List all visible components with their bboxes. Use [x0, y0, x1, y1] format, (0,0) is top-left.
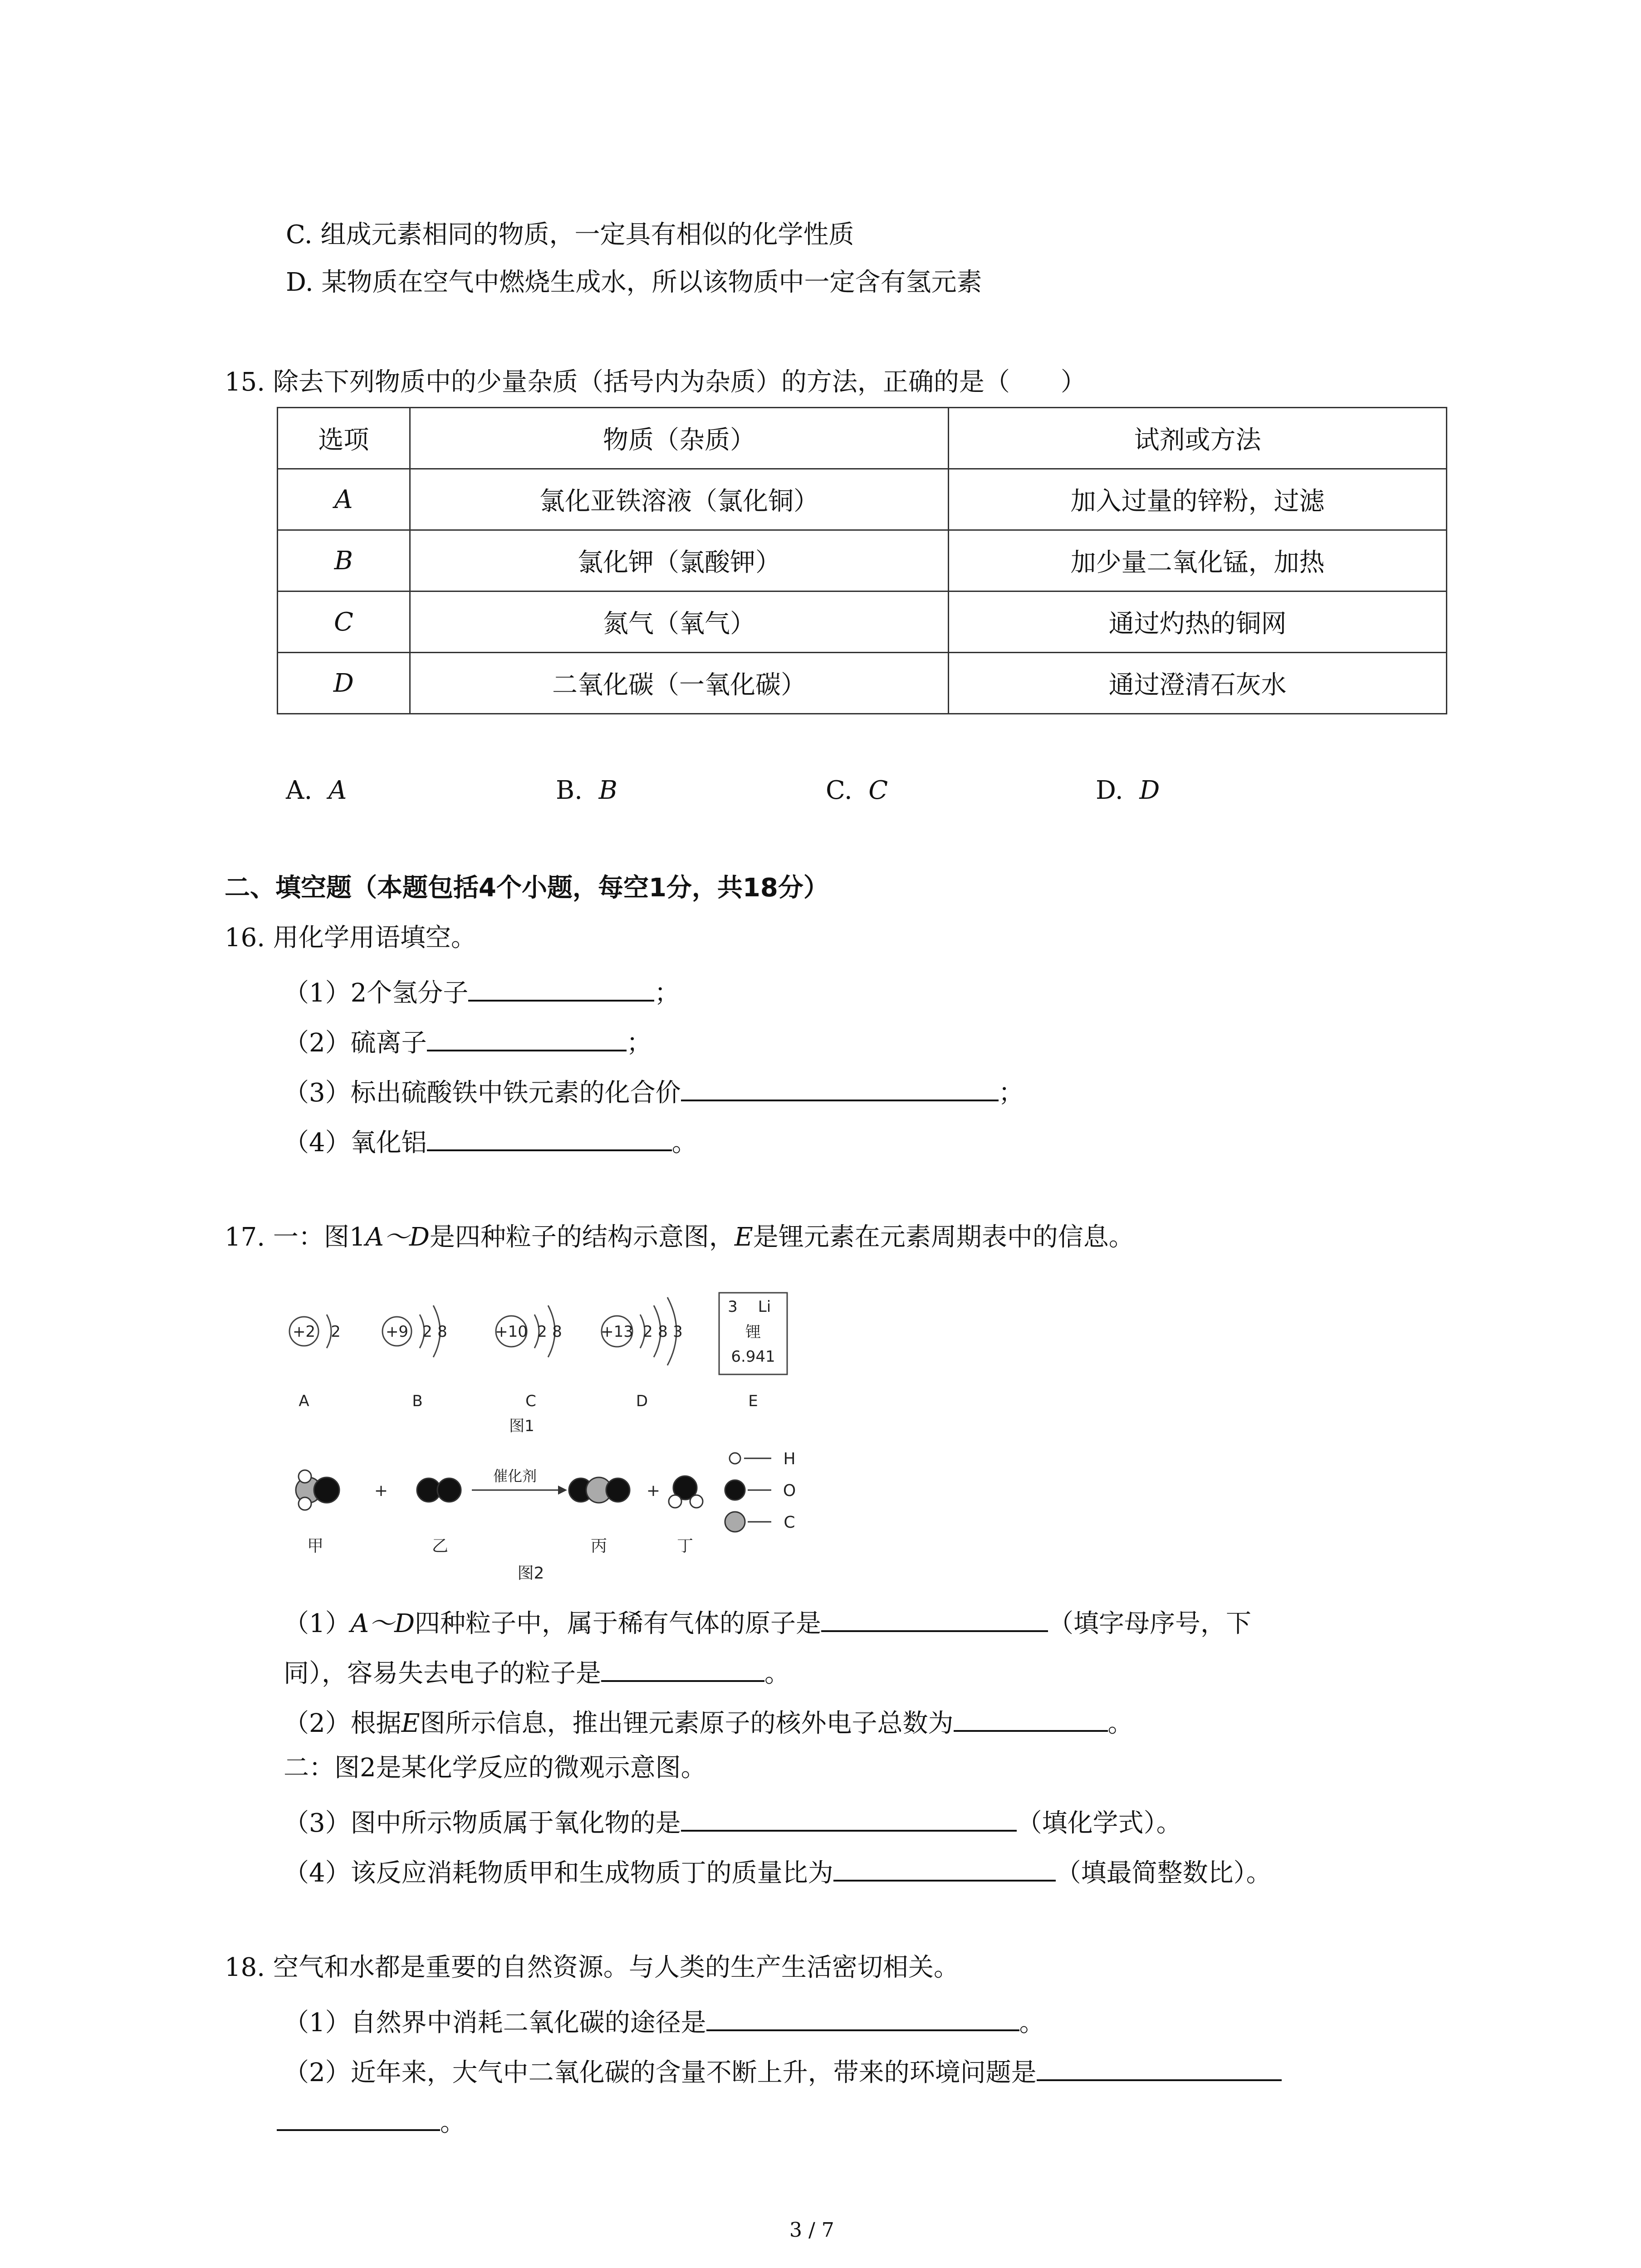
- q18-part-2: [284, 2055, 1282, 2086]
- legend-carbon: [725, 1512, 745, 1532]
- part-text: （2）根据: [284, 1709, 402, 1738]
- answer-blank[interactable]: [427, 1125, 672, 1151]
- answer-blank[interactable]: [1037, 2055, 1282, 2081]
- q16-item-1: [284, 975, 680, 1006]
- plus-sign: +: [374, 1481, 388, 1500]
- shell-count: 2: [537, 1323, 547, 1341]
- question-15-stem: 15. 除去下列物质中的少量杂质（括号内为杂质）的方法，正确的是（ ）: [225, 367, 1086, 397]
- table-header: 物质（杂质）: [410, 408, 948, 469]
- table-cell: 通过澄清石灰水: [949, 653, 1447, 714]
- answer-prefix: C.: [826, 776, 852, 805]
- part-text: 图所示信息，推出锂元素原子的核外电子总数为: [420, 1709, 954, 1738]
- legend-label: H: [783, 1450, 796, 1468]
- q16-item-2: [284, 1025, 652, 1056]
- oxygen-atom: [314, 1477, 339, 1503]
- part-text: （2）近年来，大气中二氧化碳的含量不断上升，带来的环境问题是: [284, 2058, 1037, 2087]
- nucleus-charge: +2: [292, 1323, 316, 1341]
- part-text: E: [401, 1709, 420, 1738]
- table-cell: 通过灼热的铜网: [949, 591, 1447, 653]
- plus-sign: +: [646, 1481, 661, 1500]
- stem-text: 17. 一：图1: [225, 1222, 366, 1252]
- table-header-row: [278, 408, 1447, 469]
- table-header: 选项: [278, 408, 410, 469]
- q17-part-two-intro: 二：图2是某化学反应的微观示意图。: [284, 1753, 706, 1783]
- part-text: 。: [764, 1659, 790, 1688]
- legend-label: C: [784, 1513, 795, 1532]
- question-17-stem: [225, 1222, 1134, 1252]
- part-text: （4）该反应消耗物质甲和生成物质丁的质量比为: [284, 1858, 833, 1888]
- shell-count: 8: [437, 1323, 447, 1341]
- table-row: [278, 653, 1447, 714]
- figure-particles: [268, 1275, 857, 1588]
- shell-count: 2: [422, 1323, 432, 1341]
- table-cell: C: [278, 591, 410, 653]
- page-number: 3 / 7: [789, 2219, 834, 2242]
- shell-count: 8: [552, 1323, 562, 1341]
- nucleus-charge: +9: [385, 1323, 409, 1341]
- q17-part-1: [284, 1606, 1251, 1637]
- answer-option-d: [1096, 778, 1160, 803]
- element-name: 锂: [745, 1323, 761, 1341]
- part-text: （填字母序号，下: [1048, 1609, 1251, 1638]
- answer-blank[interactable]: [681, 1075, 999, 1101]
- shell-count: 8: [658, 1323, 668, 1341]
- stem-text: 是锂元素在元素周期表中的信息。: [753, 1222, 1134, 1252]
- legend-label: O: [783, 1481, 796, 1500]
- oxygen-atom: [437, 1478, 461, 1502]
- table-cell: 氯化亚铁溶液（氯化铜）: [410, 469, 948, 530]
- table-row: [278, 469, 1447, 530]
- option-c: C. 组成元素相同的物质，一定具有相似的化学性质: [286, 220, 854, 249]
- arrow-head: [558, 1486, 567, 1495]
- table-cell: 加少量二氧化锰，加热: [949, 530, 1447, 591]
- table-cell: B: [278, 530, 410, 591]
- table-row: [278, 591, 1447, 653]
- hydrogen-atom: [690, 1495, 703, 1508]
- answer-blank[interactable]: [601, 1656, 764, 1682]
- q16-item-4: [284, 1125, 697, 1156]
- figure-label: D: [636, 1392, 648, 1410]
- part-text: 。: [440, 2108, 465, 2137]
- answer-prefix: D.: [1096, 776, 1123, 805]
- item-text: （2）硫离子: [284, 1028, 427, 1058]
- answer-value: A: [328, 776, 347, 805]
- part-text: （3）图中所示物质属于氧化物的是: [284, 1809, 681, 1838]
- stem-text: E: [734, 1222, 753, 1252]
- stem-text: A～D: [365, 1222, 430, 1252]
- q17-part-4: [284, 1855, 1272, 1886]
- answer-blank[interactable]: [954, 1706, 1108, 1732]
- part-text: （1）自然界中消耗二氧化碳的途径是: [284, 2008, 706, 2038]
- oxygen-atom: [606, 1478, 630, 1502]
- shell-count: 2: [643, 1323, 653, 1341]
- table-row: [278, 530, 1447, 591]
- molecule-label: 甲: [307, 1537, 324, 1555]
- section-heading: 二、填空题（本题包括4个小题，每空1分，共18分）: [225, 873, 829, 903]
- q16-item-3: [284, 1075, 1024, 1106]
- part-text: （填最简整数比）。: [1055, 1858, 1272, 1888]
- option-d: D. 某物质在空气中燃烧生成水，所以该物质中一定含有氢元素: [286, 268, 982, 297]
- answer-blank[interactable]: [706, 2005, 1019, 2031]
- part-text: 四种粒子中，属于稀有气体的原子是: [414, 1609, 821, 1638]
- catalyst-label: 催化剂: [493, 1467, 537, 1485]
- part-text: （填化学式）。: [1016, 1809, 1182, 1838]
- atomic-number: 3: [728, 1298, 738, 1316]
- answer-value: C: [868, 776, 888, 805]
- molecule-label: 乙: [431, 1537, 449, 1555]
- answer-blank[interactable]: [833, 1855, 1056, 1882]
- table-cell: D: [278, 653, 410, 714]
- stem-text: 是四种粒子的结构示意图，: [429, 1222, 735, 1252]
- molecule-label: 丁: [676, 1537, 694, 1555]
- hydrogen-atom: [299, 1470, 311, 1483]
- figure-caption: 图1: [509, 1417, 534, 1435]
- q18-part-1: [284, 2005, 1045, 2036]
- legend-oxygen: [725, 1480, 745, 1500]
- nucleus-charge: +10: [495, 1323, 528, 1341]
- options-table: [277, 407, 1447, 714]
- item-text: （3）标出硫酸铁中铁元素的化合价: [284, 1078, 681, 1108]
- part-text: （1）: [284, 1609, 351, 1638]
- shell-count: 3: [673, 1323, 683, 1341]
- element-symbol: Li: [758, 1298, 771, 1316]
- table-cell: 二氧化碳（一氧化碳）: [410, 653, 948, 714]
- shell-count: 2: [331, 1323, 341, 1341]
- nucleus-charge: +13: [601, 1323, 633, 1341]
- answer-value: B: [598, 776, 617, 805]
- molecule-label: 丙: [590, 1537, 607, 1555]
- answer-prefix: B.: [556, 776, 583, 805]
- answer-blank[interactable]: [427, 1025, 627, 1051]
- table-cell: 氯化钾（氯酸钾）: [410, 530, 948, 591]
- answer-prefix: A.: [286, 776, 313, 805]
- q18-part-2-cont: [277, 2105, 465, 2136]
- table-cell: 氮气（氧气）: [410, 591, 948, 653]
- answer-option-b: [556, 778, 617, 803]
- answer-value: D: [1139, 776, 1160, 805]
- atomic-mass: 6.941: [731, 1348, 775, 1366]
- item-text: （1）2个氢分子: [284, 978, 469, 1008]
- table-cell: A: [278, 469, 410, 530]
- item-end: ；: [998, 1078, 1024, 1108]
- figure-label: A: [299, 1392, 309, 1410]
- item-text: （4）氧化铝: [284, 1128, 427, 1158]
- figure-caption: 图2: [517, 1564, 544, 1583]
- hydrogen-atom: [669, 1495, 681, 1508]
- legend-hydrogen: [730, 1453, 740, 1464]
- hydrogen-atom: [299, 1497, 311, 1510]
- figure-label: B: [412, 1392, 423, 1410]
- item-end: ；: [654, 978, 680, 1008]
- answer-blank[interactable]: [821, 1606, 1048, 1632]
- table-header: 试剂或方法: [949, 408, 1447, 469]
- part-text: 同），容易失去电子的粒子是: [284, 1659, 601, 1688]
- figure-label: E: [748, 1392, 758, 1410]
- answer-blank[interactable]: [468, 975, 654, 1002]
- q17-part-1-cont: [284, 1656, 790, 1686]
- figure-label: C: [525, 1392, 536, 1410]
- part-text: 。: [1019, 2008, 1045, 2038]
- part-text: A～D: [350, 1609, 415, 1638]
- part-text: 。: [1107, 1709, 1133, 1738]
- question-18-stem: 18. 空气和水都是重要的自然资源。与人类的生产生活密切相关。: [225, 1953, 959, 1982]
- answer-option-a: [286, 778, 347, 803]
- answer-blank[interactable]: [681, 1805, 1017, 1832]
- item-end: ；: [626, 1028, 652, 1058]
- item-end: 。: [671, 1128, 697, 1158]
- q17-part-3: [284, 1805, 1182, 1836]
- table-cell: 加入过量的锌粉，过滤: [949, 469, 1447, 530]
- answer-blank[interactable]: [277, 2105, 440, 2131]
- answer-option-c: [826, 778, 888, 803]
- question-16-stem: 16. 用化学用语填空。: [225, 923, 476, 953]
- q17-part-2: [284, 1706, 1133, 1736]
